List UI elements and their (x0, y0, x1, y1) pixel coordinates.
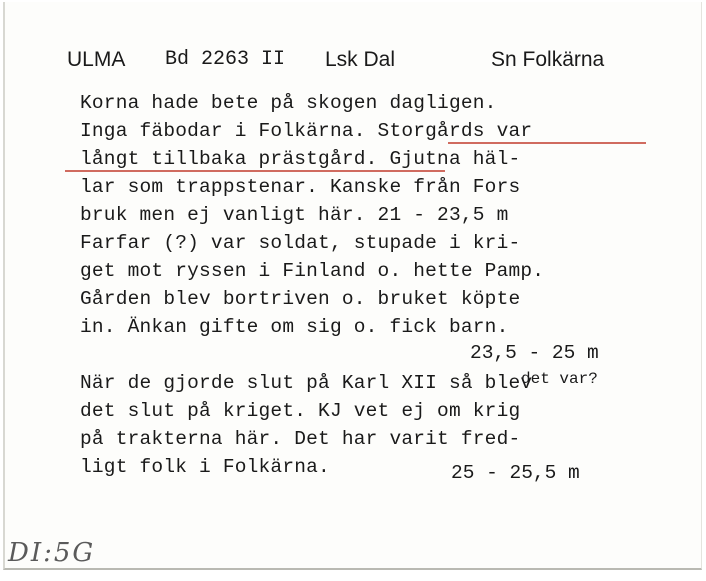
handwritten-signature: DI:5G (8, 538, 96, 568)
text-line: När de gjorde slut på Karl XII så blev (80, 372, 533, 394)
province-label: Lsk Dal (325, 48, 396, 71)
text-line: på trakterna här. Det har varit fred- (80, 428, 521, 450)
text-line: Inga fäbodar i Folkärna. Storgårds var (80, 120, 533, 142)
volume-reference: Bd 2263 II (165, 48, 286, 71)
text-line: Gården blev bortriven o. bruket köpte (80, 288, 521, 310)
text-line: det slut på kriget. KJ vet ej om krig (80, 400, 521, 422)
text-line: get mot ryssen i Finland o. hette Pamp. (80, 260, 545, 282)
text-line: långt tillbaka prästgård. Gjutna häl- (80, 148, 521, 170)
text-line: in. Änkan gifte om sig o. fick barn. (80, 316, 509, 338)
correction-note: det var? (521, 370, 598, 388)
time-mark: 25 - 25,5 m (451, 462, 580, 484)
red-underline (65, 170, 445, 172)
text-line: lar som trappstenar. Kanske från Fors (80, 176, 521, 198)
archive-card (3, 2, 702, 570)
red-underline (448, 142, 646, 144)
time-mark: 23,5 - 25 m (470, 342, 599, 364)
parish-label: Sn Folkärna (491, 48, 605, 71)
text-line: bruk men ej vanligt här. 21 - 23,5 m (80, 204, 509, 226)
text-line: Farfar (?) var soldat, stupade i kri- (80, 232, 521, 254)
text-line: ligt folk i Folkärna. (80, 456, 330, 478)
archive-name: ULMA (67, 48, 126, 71)
text-line: Korna hade bete på skogen dagligen. (80, 92, 497, 114)
